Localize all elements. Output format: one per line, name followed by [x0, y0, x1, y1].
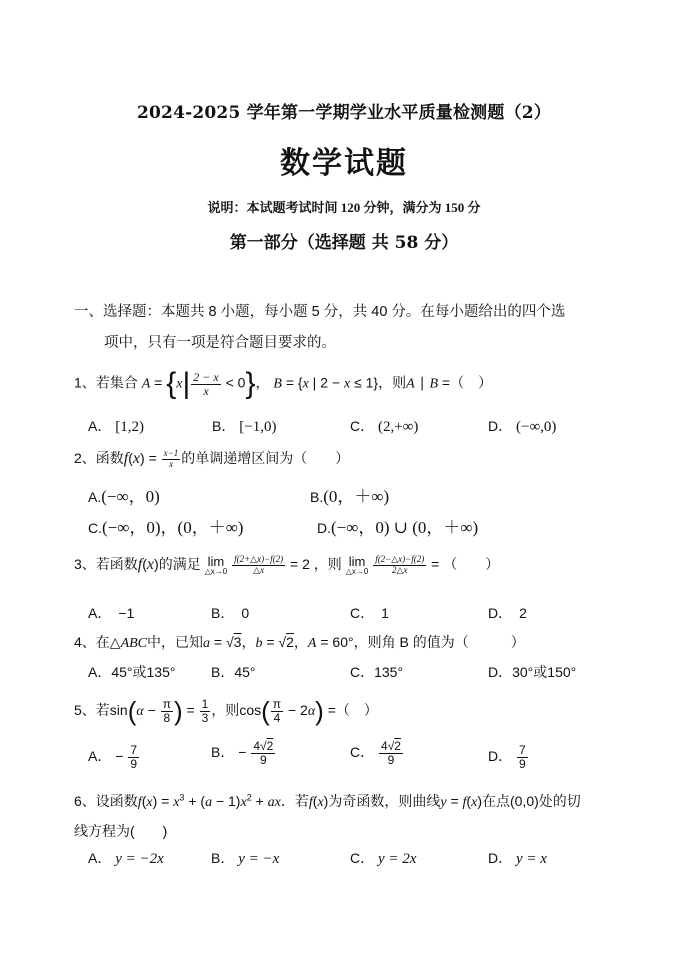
q2-option-d: D.(−∞，0) ∪ (0，＋∞)	[317, 518, 479, 537]
q5-option-d: D． $\frac{7}{9}$	[488, 743, 526, 771]
question-6: 6、设函数$f(x) = x^3 + (a - 1)x^2$ + ax．若f(x)为奇函数，则曲线y = f(x)在点(0,0)处的切	[74, 792, 581, 810]
q6-option-a: A． y = −2x	[88, 850, 164, 867]
part-heading: 第一部分（选择题 共 58 分）	[229, 233, 459, 253]
q1-option-d: D． (−∞,0)	[488, 418, 557, 435]
exam-note: 说明：本试题考试时间 120 分钟，满分为 150 分	[207, 200, 481, 215]
q3-option-c: C． 1	[350, 605, 389, 621]
q2-option-a: A.(−∞，0)	[88, 487, 160, 506]
q2-option-b: B.(0，＋∞)	[310, 487, 390, 506]
question-2: 2、函数f(x) = $\frac{x-1}{x}$ 的单调递增区间为（ ）	[74, 448, 350, 469]
q4-option-a: A．45°或135°	[88, 664, 176, 680]
q3-option-b: B． 0	[211, 605, 250, 621]
q6-option-c: C． y = 2x	[350, 850, 417, 867]
q2-option-c: C.(−∞，0)，(0，＋∞)	[88, 518, 244, 537]
q1-stem: 1、若集合	[74, 374, 138, 391]
question-1: 1、若集合 A = {x| $\frac{2 - x}{x}$ < 0}， B = {x | 2 − x ≤ 1}，则A ∣ B =（ ）	[74, 367, 493, 400]
q1-tail: ，则	[378, 374, 407, 391]
q1-option-c: C． (2,+∞)	[350, 418, 419, 435]
q4-option-b: B．45°	[211, 664, 256, 680]
q5-option-c: C． $\frac{4√2}{9}$	[350, 739, 401, 767]
q3-option-d: D． 2	[488, 605, 527, 621]
q5-option-a: A． − $\frac{7}{9}$	[88, 743, 137, 771]
question-3: 3、若函数f(x)的满足 lim △x→0 $\frac{f(2+\triangle x)-f(2)}{\triangle x}$ = 2 ，则 lim △x→0 $\frac{f(2-\triangle x)-f(2)}{2\triangle x}$ = （ ）	[74, 553, 500, 576]
q1-option-a: A． [1,2)	[88, 418, 144, 435]
q4-option-c: C．135°	[350, 664, 404, 680]
question-4: 4、在△ABC中，已知a = √3，b = √2，A = 60°，则角 B 的值为（ ）	[74, 634, 525, 651]
section-instructions-line2: 项中，只有一项是符合题目要求的。	[104, 335, 336, 351]
subject-title: 数学试题	[280, 146, 408, 181]
q5-option-b: B． − $\frac{4√2}{9}$	[211, 739, 274, 767]
q1-option-b: B． [−1,0)	[212, 418, 277, 435]
question-6-line2: 线方程为( )	[74, 823, 168, 839]
exam-title: 2024-2025 学年第一学期学业水平质量检测题（2）	[136, 103, 552, 123]
q6-option-b: B． y = −x	[211, 850, 280, 867]
q4-option-d: D．30°或150°	[488, 664, 577, 680]
q3-option-a: A． −1	[88, 605, 135, 621]
q6-option-d: D． y = x	[488, 850, 547, 867]
section-instructions-line1: 一、选择题：本题共 8 小题，每小题 5 分，共 40 分。在每小题给出的四个选	[74, 304, 566, 320]
question-5: 5、若sin(α − $\frac{\pi}{8}$ ) = $\frac{1}{3}$ ，则cos( $\frac{\pi}{4}$ − 2α) =（ ）	[74, 696, 378, 726]
